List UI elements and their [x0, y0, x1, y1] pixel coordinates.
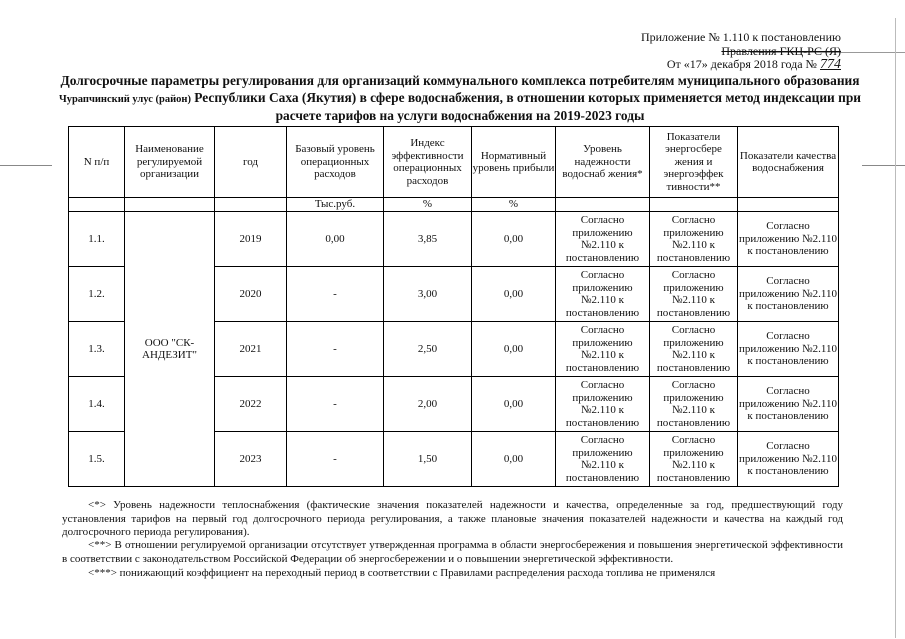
footnote-3 [62, 567, 843, 581]
row-quality: Согласно приложению №2.110 к постановлению [738, 267, 839, 322]
units-empty [69, 198, 125, 212]
header-line-1: Приложение № 1.110 к постановлению [640, 30, 841, 44]
table-units-row [69, 198, 839, 212]
row-energy: Согласно приложению №2.110 к постановлению [650, 212, 738, 267]
units-empty [650, 198, 738, 212]
row-base: - [287, 322, 384, 377]
header-reliability: Уровень надежности водоснаб жения* [556, 127, 650, 198]
table-header-row [69, 127, 839, 198]
row-year: 2020 [215, 267, 287, 322]
row-num: 1.4. [69, 377, 125, 432]
header-line-2: Правления ГКЦ-РС (Я) [721, 43, 841, 58]
scan-artifact-line [0, 165, 52, 166]
row-index: 3,85 [384, 212, 472, 267]
units-profit: % [472, 198, 556, 212]
handwritten-number: 774 [820, 57, 841, 72]
row-index: 3,00 [384, 267, 472, 322]
row-year: 2021 [215, 322, 287, 377]
row-base: - [287, 267, 384, 322]
row-num: 1.3. [69, 322, 125, 377]
units-empty [556, 198, 650, 212]
footnote-3-text: <***> понижающий коэффициент на переходный период в соответствии с Правилами распределения расхода топлива не применялся [88, 567, 716, 579]
row-index: 1,50 [384, 432, 472, 487]
footnote-2-text: <**> В отношении регулируемой организации отсутствует утвержденная программа в области энергосбережения и повышения энергетической эффективности в соответствии с законодательством Российской Федерации об энергосбережении и о повышении энергетической эффективности. [62, 539, 843, 565]
row-energy: Согласно приложению №2.110 к постановлению [650, 432, 738, 487]
units-empty [215, 198, 287, 212]
header-index: Индекс эффективности операционных расходов [384, 127, 472, 198]
title-part-2: Республики Саха (Якутия) в сфере водоснабжения, в отношении которых применяется метод индексации при расчете тарифов на услуги водоснабжения на 2019-2023 годы [194, 89, 861, 123]
row-profit: 0,00 [472, 322, 556, 377]
footnote-1 [62, 499, 843, 540]
row-num: 1.2. [69, 267, 125, 322]
scan-artifact-line [862, 165, 905, 166]
row-profit: 0,00 [472, 432, 556, 487]
units-index: % [384, 198, 472, 212]
header-energy: Показатели энергосбере жения и энергоэффек тивности** [650, 127, 738, 198]
row-reliability: Согласно приложению №2.110 к постановлению [556, 322, 650, 377]
header-line-3 [581, 58, 841, 72]
row-year: 2022 [215, 377, 287, 432]
footnote-2 [62, 539, 843, 566]
row-reliability: Согласно приложению №2.110 к постановлению [556, 432, 650, 487]
row-quality: Согласно приложению №2.110 к постановлению [738, 322, 839, 377]
units-empty [738, 198, 839, 212]
title-ulus: Чурапчинский улус (район) [59, 93, 191, 105]
row-index: 2,50 [384, 322, 472, 377]
row-reliability: Согласно приложению №2.110 к постановлению [556, 267, 650, 322]
document-header [581, 31, 841, 72]
row-index: 2,00 [384, 377, 472, 432]
org-name: ООО "СК-АНДЕЗИТ" [125, 212, 215, 487]
header-date: От «17» декабря 2018 года № [666, 57, 817, 71]
header-profit: Нормативный уровень прибыли [472, 127, 556, 198]
row-reliability: Согласно приложению №2.110 к постановлению [556, 212, 650, 267]
row-base: - [287, 377, 384, 432]
title-part-1: Долгосрочные параметры регулирования для организаций коммунального комплекса потребителям муниципального образования [60, 73, 860, 88]
footnote-1-text: <*> Уровень надежности теплоснабжения (фактические значения показателей надежности и качества, определенные за год, предшествующий году установления тарифов на первый год долгосрочного периода регулирования, а также плановые значения показателей надежности и качества на каждый год долгосрочного периода регулирования). [62, 499, 843, 538]
row-base: 0,00 [287, 212, 384, 267]
header-org: Наименование регулируемой организации [125, 127, 215, 198]
header-year: год [215, 127, 287, 198]
row-quality: Согласно приложению №2.110 к постановлению [738, 377, 839, 432]
row-profit: 0,00 [472, 377, 556, 432]
row-base: - [287, 432, 384, 487]
header-quality: Показатели качества водоснабжения [738, 127, 839, 198]
row-year: 2019 [215, 212, 287, 267]
header-num: N п/п [69, 127, 125, 198]
row-profit: 0,00 [472, 212, 556, 267]
row-reliability: Согласно приложению №2.110 к постановлению [556, 377, 650, 432]
document-title [40, 73, 880, 125]
table-row [69, 212, 839, 267]
row-quality: Согласно приложению №2.110 к постановлению [738, 212, 839, 267]
row-energy: Согласно приложению №2.110 к постановлению [650, 322, 738, 377]
scan-artifact-line [895, 18, 896, 638]
units-base: Тыс.руб. [287, 198, 384, 212]
row-quality: Согласно приложению №2.110 к постановлению [738, 432, 839, 487]
row-num: 1.1. [69, 212, 125, 267]
row-num: 1.5. [69, 432, 125, 487]
header-base: Базовый уровень операционных расходов [287, 127, 384, 198]
units-empty [125, 198, 215, 212]
parameters-table [68, 126, 839, 487]
row-profit: 0,00 [472, 267, 556, 322]
row-year: 2023 [215, 432, 287, 487]
row-energy: Согласно приложению №2.110 к постановлению [650, 377, 738, 432]
row-energy: Согласно приложению №2.110 к постановлению [650, 267, 738, 322]
